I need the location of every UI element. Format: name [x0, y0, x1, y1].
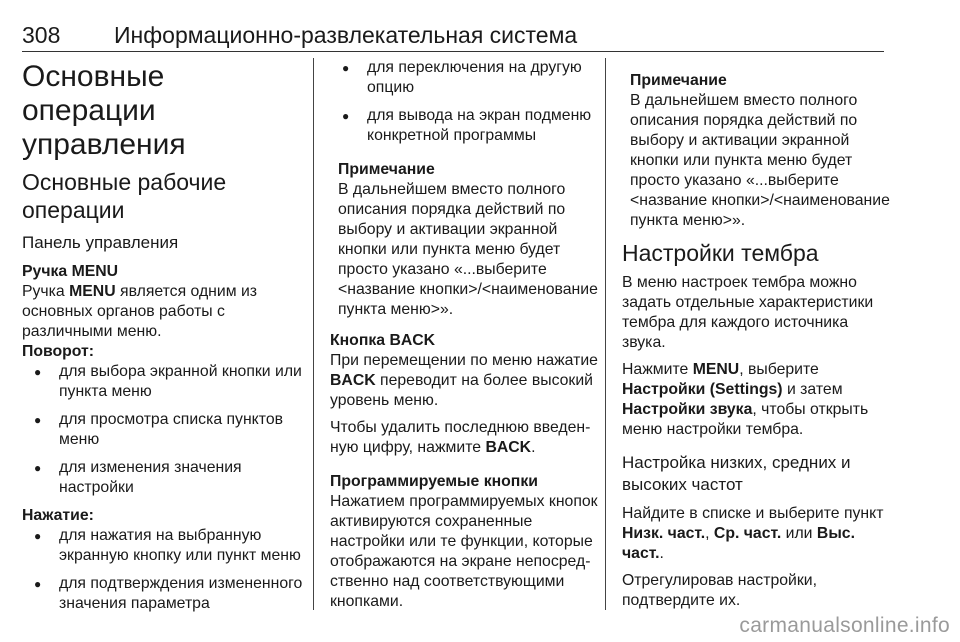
column-divider-1 — [313, 58, 314, 610]
page-number: 308 — [22, 22, 61, 48]
watermark: carmanualsonline.info — [739, 614, 950, 637]
menu-knob-text: Ручка MENU является одним из основных органов работы с различными меню. — [22, 283, 258, 340]
note-text: В дальнейшем вместо полного описания порядка действий по выбору и активации экранной кнопки или пункта меню будет просто указано «...выберите <название кнопки>/<наименование пункта меню>». — [338, 181, 598, 318]
page-header — [22, 22, 884, 52]
back-button-title: Кнопка BACK — [330, 332, 436, 349]
tone-open-instructions: Нажмите MENU, выберите Настройки (Settings) и затем Настройки звука, чтобы открыть меню настройки тембра. — [622, 361, 869, 438]
menu-key: MENU — [69, 283, 116, 300]
back-button-text: При перемещении по меню нажатие BACK переводит на более высокий уровень меню. — [330, 352, 598, 409]
list-item: ● для просмотра списка пунктов меню — [22, 410, 304, 450]
header-rule — [22, 51, 884, 52]
list-item: ● для изменения значения настройки — [22, 458, 304, 498]
column-2 — [330, 58, 600, 612]
press-list-continued — [330, 58, 600, 146]
rotate-title: Поворот: — [22, 343, 95, 360]
section-heading: Основные операции управления — [22, 60, 186, 161]
programmable-buttons-text: Нажатием программируемых кнопок активируются сохраненные настройки или те функции, которые отображаются на экране непосредственно над соответствующими кнопками. — [330, 493, 598, 610]
column-divider-2 — [605, 58, 606, 610]
note-text: В дальнейшем вместо полного описания порядка действий по выбору и активации экранной кнопки или пункта меню будет просто указано «...выберите <название кнопки>/<наименование пункта меню>». — [630, 92, 890, 229]
list-item: ● для переключения на другую опцию — [330, 58, 600, 98]
bass-item: Низк. част. — [622, 525, 706, 542]
rotate-list — [22, 362, 304, 498]
menu-key: MENU — [692, 361, 740, 378]
tone-settings-heading: Настройки тембра — [622, 240, 819, 266]
press-list — [22, 526, 304, 614]
column-1 — [22, 60, 304, 622]
note-title: Примечание — [630, 72, 727, 89]
eq-find-text: Найдите в списке и выберите пункт Низк. част., Ср. част. или Выс. част.. — [622, 505, 884, 562]
back-key: BACK — [330, 372, 376, 389]
control-panel-heading: Панель управления — [22, 233, 179, 252]
running-title: Информационно-развлекательная система — [114, 22, 578, 48]
list-item: ● для вывода на экран подменю конкретной программы — [330, 106, 600, 146]
tone-settings-text: В меню настроек тембра можно задать отдельные характеристики тембра для каждого источника звука. — [622, 274, 874, 351]
sound-settings-item: Настройки звука — [622, 401, 753, 418]
treble-item: Выс. част. — [622, 525, 855, 562]
settings-item: Настройки (Settings) — [622, 381, 783, 398]
list-item: ● для подтверждения измененного значения параметра — [22, 574, 304, 614]
column-3 — [622, 71, 890, 611]
back-key: BACK — [485, 439, 532, 456]
note-title: Примечание — [338, 161, 435, 178]
note-box — [622, 71, 890, 231]
note-box — [330, 160, 600, 320]
menu-knob-title: Ручка MENU — [22, 263, 119, 280]
delete-digit-text: Чтобы удалить последнюю введенную цифру, нажмите BACK. — [330, 419, 591, 456]
subsection-heading: Основные рабочие операции — [22, 169, 227, 223]
press-title: Нажатие: — [22, 507, 94, 524]
eq-confirm-text: Отрегулировав настройки, подтвердите их. — [622, 572, 817, 609]
list-item: ● для выбора экранной кнопки или пункта меню — [22, 362, 304, 402]
programmable-buttons-title: Программируемые кнопки — [330, 473, 538, 490]
mid-item: Ср. част. — [713, 525, 782, 542]
list-item: ● для нажатия на выбранную экранную кнопку или пункт меню — [22, 526, 304, 566]
eq-heading: Настройка низких, средних и высоких частот — [622, 453, 851, 494]
